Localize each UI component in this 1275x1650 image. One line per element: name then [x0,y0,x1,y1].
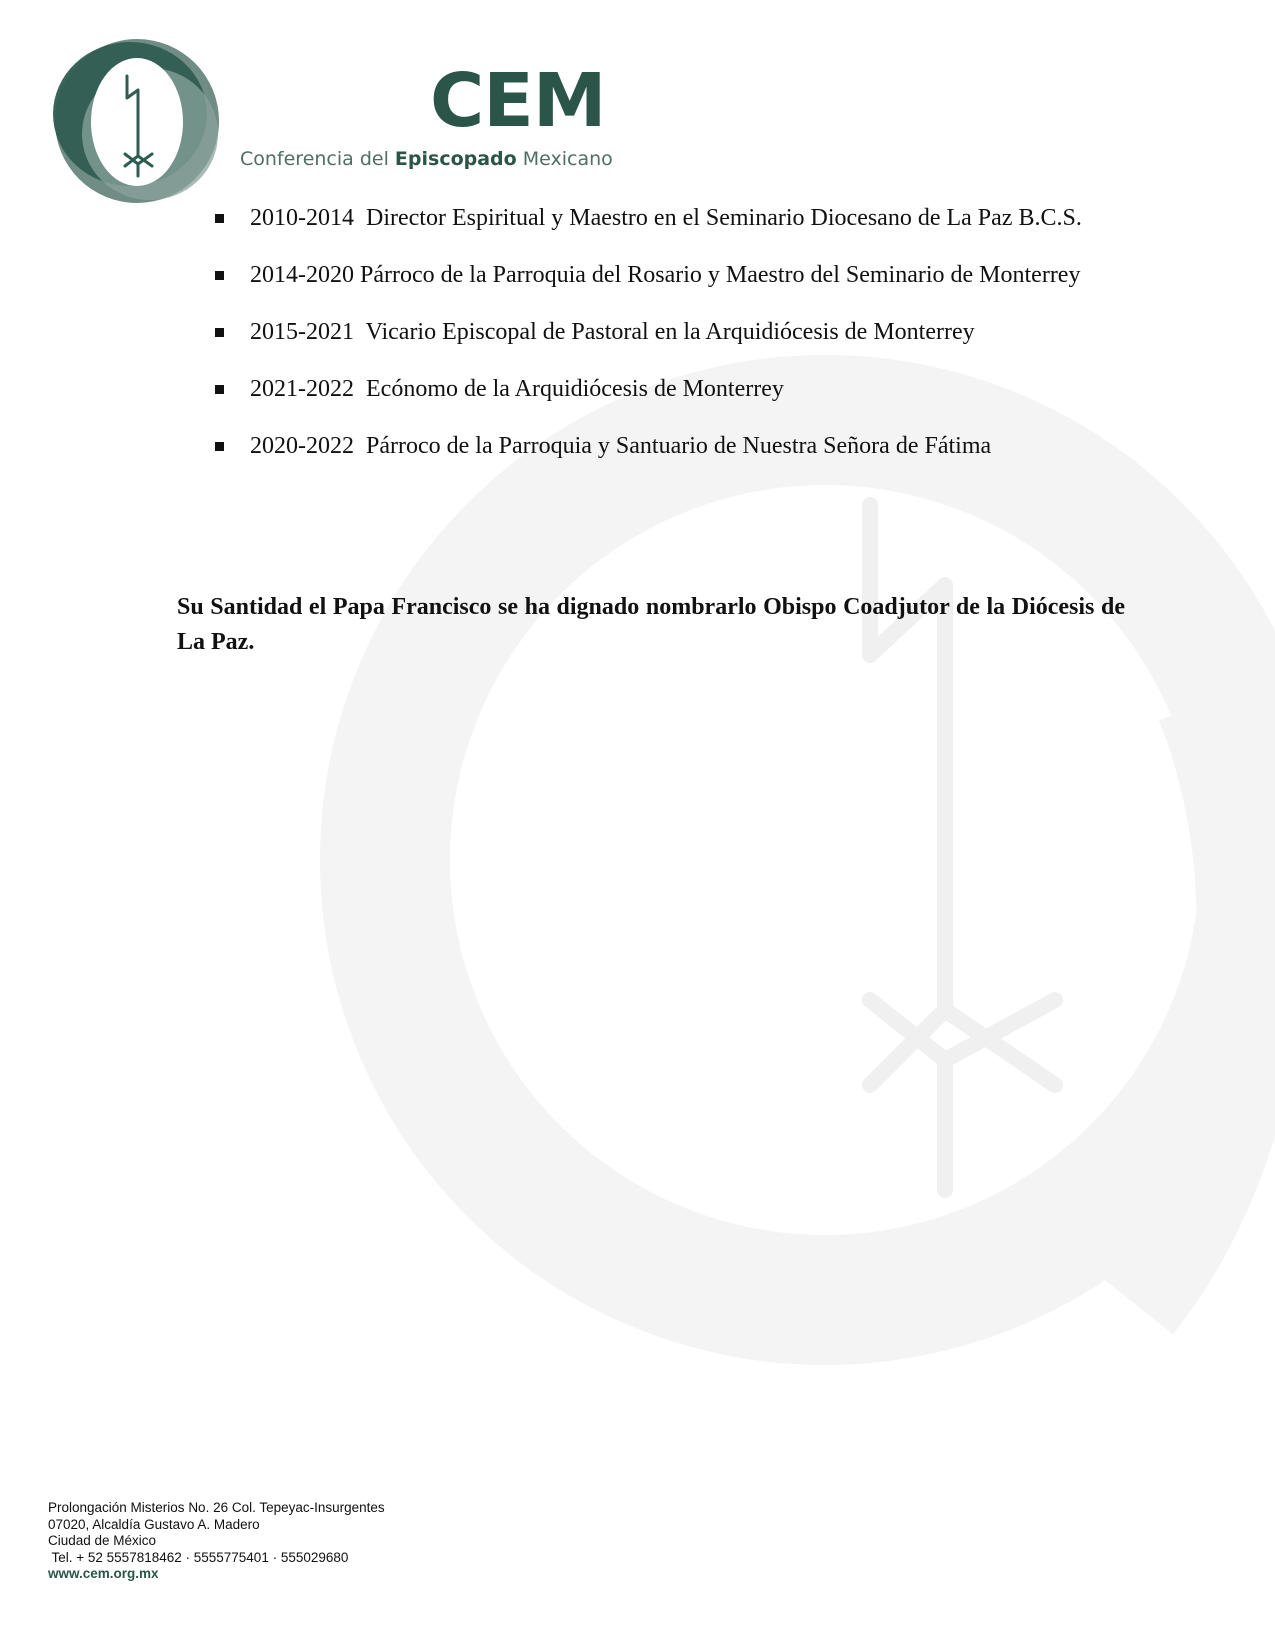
announcement-text: Su Santidad el Papa Francisco se ha dignado nombrarlo Obispo Coadjutor de la Diócesis de La Paz. [177,594,1125,655]
footer-address-line2: 07020, Alcaldía Gustavo A. Madero [48,1516,260,1532]
brand-subtitle-pre: Conferencia del [240,148,395,170]
brand-name: CEM [430,58,606,144]
timeline-text: Párroco de la Parroquia del Rosario y Maestro del Seminario de Monterrey [360,262,1081,288]
timeline-years: 2015-2021 [250,319,354,345]
timeline-item [210,371,1125,407]
footer-address-line3: Ciudad de México [48,1533,157,1548]
timeline-text: Director Espiritual y Maestro en el Seminario Diocesano de La Paz B.C.S. [366,205,1082,231]
timeline-years: 2010-2014 [250,205,354,231]
timeline-years: 2014-2020 [250,262,354,288]
square-bullet-icon [215,385,224,394]
footer-address-line1: Prolongación Misterios No. 26 Col. Tepeyac-Insurgentes [48,1500,385,1515]
timeline-text: Vicario Episcopal de Pastoral en la Arquidiócesis de Monterrey [365,319,975,345]
timeline-item [210,257,1125,293]
footer-phone: Tel. + 52 5557818462 · 5555775401 · 555029680 [48,1549,349,1565]
cem-logo-icon [52,36,222,206]
timeline-item [210,200,1125,236]
timeline-text: Ecónomo de la Arquidiócesis de Monterrey [366,376,784,402]
timeline-item [210,428,1125,464]
timeline-item [210,314,1125,350]
brand-subtitle-post: Mexicano [516,148,613,170]
square-bullet-icon [215,442,224,451]
timeline-years: 2020-2022 [250,433,354,459]
career-timeline [210,200,1125,485]
brand-subtitle [240,148,620,170]
square-bullet-icon [215,328,224,337]
footer-website-link[interactable]: www.cem.org.mx [48,1566,159,1581]
timeline-text: Párroco de la Parroquia y Santuario de Nuestra Señora de Fátima [366,433,992,459]
square-bullet-icon [215,271,224,280]
footer [48,1500,468,1583]
square-bullet-icon [215,214,224,223]
timeline-years: 2021-2022 [250,376,354,402]
brand-subtitle-bold: Episcopado [394,148,517,170]
